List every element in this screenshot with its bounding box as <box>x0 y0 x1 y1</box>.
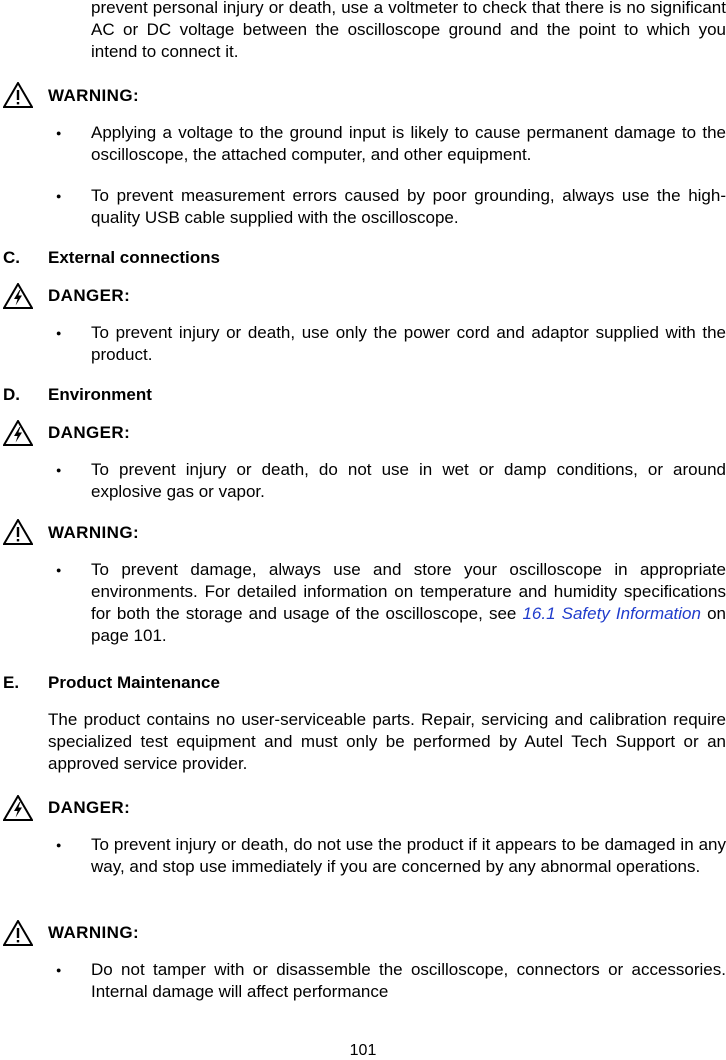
warning-label: WARNING: <box>48 923 140 942</box>
list-item: To prevent injury or death, do not use the product if it appears to be damaged in any way, and stop use immediately if you are concerned by any abnormal operations. <box>91 835 726 876</box>
list-item: To prevent measurement errors caused by poor grounding, always use the high-quality USB cable supplied with the oscilloscope. <box>91 186 726 227</box>
list-item <box>91 559 726 647</box>
bullet: ● <box>56 840 62 850</box>
danger-label: DANGER: <box>48 423 131 442</box>
warning-icon <box>3 920 33 946</box>
danger-label: DANGER: <box>48 286 131 305</box>
bullet: ● <box>56 465 62 475</box>
maintenance-paragraph: The product contains no user-serviceable parts. Repair, servicing and calibration require specialized test equipment and must only be performed by Autel Tech Support or an approved service provider. <box>48 710 726 773</box>
warning-icon <box>3 82 33 108</box>
list-item: To prevent injury or death, use only the power cord and adaptor supplied with the product. <box>91 323 726 364</box>
bullet: ● <box>56 191 62 201</box>
section-title: External connections <box>48 248 220 267</box>
section-title: Environment <box>48 385 152 404</box>
section-letter: C. <box>3 248 20 267</box>
section-letter: E. <box>3 673 20 692</box>
intro-paragraph: prevent personal injury or death, use a voltmeter to check that there is no significant AC or DC voltage between the oscilloscope ground and the point to which you intend to connect it. <box>91 0 726 61</box>
page-number: 101 <box>349 1042 377 1059</box>
section-letter: D. <box>3 385 20 404</box>
danger-icon <box>3 420 33 446</box>
warning-label: WARNING: <box>48 523 140 542</box>
bullet: ● <box>56 128 62 138</box>
bullet: ● <box>56 965 62 975</box>
bullet: ● <box>56 565 62 575</box>
list-item-text: To prevent damage, always use and store your oscilloscope in appropriate environments. For detailed information on temperature and humidity specifications for both the storage and usage of the oscilloscope, see <box>91 560 726 623</box>
danger-icon <box>3 283 33 309</box>
warning-icon <box>3 519 33 545</box>
list-item: Do not tamper with or disassemble the oscilloscope, connectors or accessories. Internal damage will affect performance <box>91 960 726 1001</box>
list-item-text: on page 101. <box>91 604 726 645</box>
warning-label: WARNING: <box>48 86 140 105</box>
section-title: Product Maintenance <box>48 673 220 692</box>
bullet: ● <box>56 328 62 338</box>
danger-icon <box>3 795 33 821</box>
danger-label: DANGER: <box>48 798 131 817</box>
safety-info-link[interactable]: 16.1 Safety Information <box>522 604 701 623</box>
list-item: To prevent injury or death, do not use in wet or damp conditions, or around explosive gas or vapor. <box>91 460 726 501</box>
list-item: Applying a voltage to the ground input is likely to cause permanent damage to the oscilloscope, the attached computer, and other equipment. <box>91 123 726 164</box>
